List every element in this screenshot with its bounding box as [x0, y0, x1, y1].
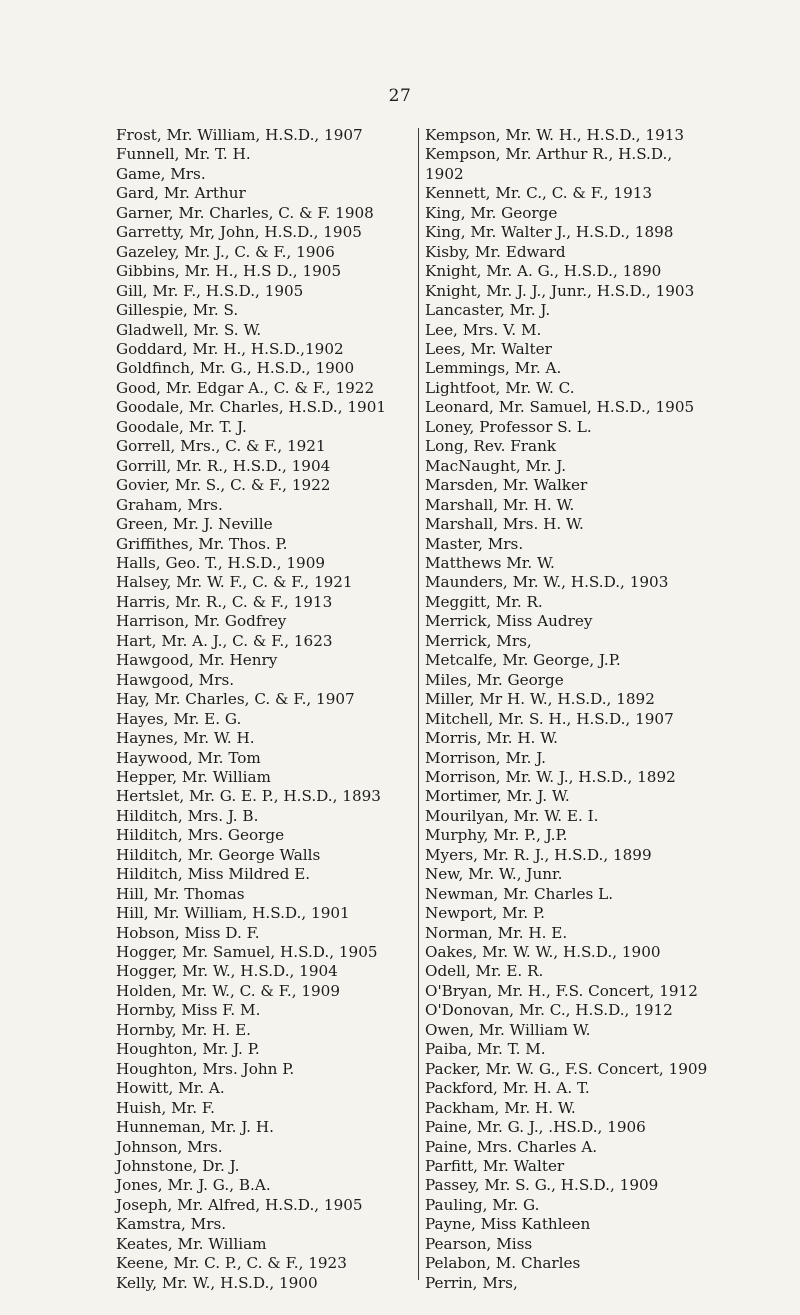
list-entry: Lancaster, Mr. J.: [425, 301, 551, 320]
list-entry: Haynes, Mr. W. H.: [116, 729, 255, 748]
list-entry: Mitchell, Mr. S. H., H.S.D., 1907: [425, 709, 674, 728]
list-entry: Gorrill, Mr. R., H.S.D., 1904: [116, 456, 331, 475]
list-entry: Lightfoot, Mr. W. C.: [425, 378, 575, 397]
list-entry: Morris, Mr. H. W.: [425, 729, 558, 748]
list-entry: Mortimer, Mr. J. W.: [425, 787, 570, 806]
column-divider: [418, 128, 419, 1280]
list-entry: Paine, Mrs. Charles A.: [425, 1137, 598, 1156]
list-entry: Hill, Mr. William, H.S.D., 1901: [116, 904, 350, 923]
list-entry: Paiba, Mr. T. M.: [425, 1040, 546, 1059]
list-entry: Goodale, Mr. Charles, H.S.D., 1901: [116, 398, 387, 417]
list-entry: Hilditch, Miss Mildred E.: [116, 865, 311, 884]
list-entry: Parfitt, Mr. Walter: [425, 1157, 565, 1176]
list-entry: Morrison, Mr. J.: [425, 748, 546, 767]
list-entry: Keates, Mr. William: [116, 1234, 267, 1253]
list-entry: Hawgood, Mr. Henry: [116, 651, 278, 670]
list-entry: Packer, Mr. W. G., F.S. Concert, 1909: [425, 1059, 708, 1078]
list-entry: Gladwell, Mr. S. W.: [116, 320, 262, 339]
list-entry: Houghton, Mr. J. P.: [116, 1040, 260, 1059]
list-entry: Halls, Geo. T., H.S.D., 1909: [116, 553, 326, 572]
list-entry: Joseph, Mr. Alfred, H.S.D., 1905: [116, 1195, 363, 1214]
list-entry: Hilditch, Mrs. J. B.: [116, 806, 259, 825]
list-entry: King, Mr. George: [425, 203, 558, 222]
list-entry: Lees, Mr. Walter: [425, 339, 552, 358]
list-entry: Knight, Mr. J. J., Junr., H.S.D., 1903: [425, 281, 695, 300]
list-entry: O'Bryan, Mr. H., F.S. Concert, 1912: [425, 981, 698, 1000]
list-entry: Pauling, Mr. G.: [425, 1195, 540, 1214]
list-entry: Holden, Mr. W., C. & F., 1909: [116, 981, 341, 1000]
list-entry: Gorrell, Mrs., C. & F., 1921: [116, 437, 326, 456]
list-entry: Maunders, Mr. W., H.S.D., 1903: [425, 573, 669, 592]
list-entry: Kempson, Mr. W. H., H.S.D., 1913: [425, 126, 685, 144]
list-entry: Loney, Professor S. L.: [425, 417, 592, 436]
list-entry: Hogger, Mr. Samuel, H.S.D., 1905: [116, 943, 378, 962]
left-column: [116, 126, 416, 1293]
list-entry: Hunneman, Mr. J. H.: [116, 1118, 274, 1137]
list-entry: Hayes, Mr. E. G.: [116, 709, 242, 728]
list-entry: Miller, Mr H. W., H.S.D., 1892: [425, 690, 655, 709]
list-entry: Kennett, Mr. C., C. & F., 1913: [425, 184, 653, 203]
list-entry: Hornby, Miss F. M.: [116, 1001, 261, 1020]
list-entry: Merrick, Mrs,: [425, 631, 532, 650]
list-entry: Lee, Mrs. V. M.: [425, 320, 542, 339]
list-entry: Funnell, Mr. T. H.: [116, 145, 251, 164]
list-entry: Pearson, Miss: [425, 1234, 533, 1253]
list-entry: Keene, Mr. C. P., C. & F., 1923: [116, 1254, 347, 1273]
list-entry: Matthews Mr. W.: [425, 553, 555, 572]
list-entry: Hertslet, Mr. G. E. P., H.S.D., 1893: [116, 787, 381, 806]
list-entry: Passey, Mr. S. G., H.S.D., 1909: [425, 1176, 659, 1195]
list-entry: Huish, Mr. F.: [116, 1098, 215, 1117]
list-entry: Halsey, Mr. W. F., C. & F., 1921: [116, 573, 353, 592]
list-entry: Payne, Miss Kathleen: [425, 1215, 591, 1234]
list-entry: Good, Mr. Edgar A., C. & F., 1922: [116, 378, 375, 397]
list-entry: Marshall, Mrs. H. W.: [425, 515, 584, 534]
list-entry: Merrick, Miss Audrey: [425, 612, 593, 631]
list-entry: Hilditch, Mrs. George: [116, 826, 285, 845]
list-entry: Odell, Mr. E. R.: [425, 962, 544, 981]
list-entry: Goddard, Mr. H., H.S.D.,1902: [116, 339, 344, 358]
list-entry: Marshall, Mr. H. W.: [425, 495, 575, 514]
list-entry: Morrison, Mr. W. J., H.S.D., 1892: [425, 767, 676, 786]
list-entry: Long, Rev. Frank: [425, 437, 557, 456]
list-entry: Hawgood, Mrs.: [116, 670, 235, 689]
list-entry: Goodale, Mr. T. J.: [116, 417, 247, 436]
list-entry: Newport, Mr. P.: [425, 904, 545, 923]
list-entry: Griffithes, Mr. Thos. P.: [116, 534, 288, 553]
list-entry: Miles, Mr. George: [425, 670, 564, 689]
list-entry: Hobson, Miss D. F.: [116, 923, 260, 942]
list-entry: Master, Mrs.: [425, 534, 524, 553]
list-entry: Kamstra, Mrs.: [116, 1215, 227, 1234]
list-entry: Kempson, Mr. Arthur R., H.S.D.,: [425, 145, 673, 164]
list-entry: Goldfinch, Mr. G., H.S.D., 1900: [116, 359, 355, 378]
list-entry: Hogger, Mr. W., H.S.D., 1904: [116, 962, 338, 981]
list-entry: Kelly, Mr. W., H.S.D., 1900: [116, 1273, 318, 1292]
list-entry: Knight, Mr. A. G., H.S.D., 1890: [425, 262, 662, 281]
list-entry: Oakes, Mr. W. W., H.S.D., 1900: [425, 943, 661, 962]
list-entry: Howitt, Mr. A.: [116, 1079, 225, 1098]
list-entry: Govier, Mr. S., C. & F., 1922: [116, 476, 331, 495]
list-entry: Gillespie, Mr. S.: [116, 301, 239, 320]
list-entry: Metcalfe, Mr. George, J.P.: [425, 651, 621, 670]
list-entry: Game, Mrs.: [116, 164, 206, 183]
list-entry: Green, Mr. J. Neville: [116, 515, 273, 534]
list-entry: Leonard, Mr. Samuel, H.S.D., 1905: [425, 398, 695, 417]
list-entry: Newman, Mr. Charles L.: [425, 884, 614, 903]
list-entry: Hart, Mr. A. J., C. & F., 1623: [116, 631, 333, 650]
list-entry: Lemmings, Mr. A.: [425, 359, 562, 378]
list-entry: Houghton, Mrs. John P.: [116, 1059, 295, 1078]
list-entry: Murphy, Mr. P., J.P.: [425, 826, 568, 845]
list-entry: Harris, Mr. R., C. & F., 1913: [116, 592, 333, 611]
list-entry: Meggitt, Mr. R.: [425, 592, 543, 611]
list-entry: Marsden, Mr. Walker: [425, 476, 588, 495]
list-entry: Gill, Mr. F., H.S.D., 1905: [116, 281, 304, 300]
list-entry: Garner, Mr. Charles, C. & F. 1908: [116, 203, 374, 222]
list-entry: Graham, Mrs.: [116, 495, 223, 514]
page-number: 27: [388, 86, 412, 106]
list-entry: Gard, Mr. Arthur: [116, 184, 246, 203]
list-entry: Mourilyan, Mr. W. E. I.: [425, 806, 599, 825]
list-entry: Paine, Mr. G. J., .HS.D., 1906: [425, 1118, 646, 1137]
list-entry: Pelabon, M. Charles: [425, 1254, 581, 1273]
list-entry: Hill, Mr. Thomas: [116, 884, 245, 903]
list-entry: Jones, Mr. J. G., B.A.: [116, 1176, 271, 1195]
list-entry: Harrison, Mr. Godfrey: [116, 612, 287, 631]
list-entry: Packford, Mr. H. A. T.: [425, 1079, 590, 1098]
list-entry: Perrin, Mrs,: [425, 1273, 518, 1292]
list-entry: Myers, Mr. R. J., H.S.D., 1899: [425, 845, 652, 864]
list-entry: Norman, Mr. H. E.: [425, 923, 568, 942]
list-entry: Haywood, Mr. Tom: [116, 748, 261, 767]
list-entry: Kisby, Mr. Edward: [425, 242, 566, 261]
list-entry: Owen, Mr. William W.: [425, 1020, 591, 1039]
right-column: [425, 126, 800, 1293]
list-entry: Hay, Mr. Charles, C. & F., 1907: [116, 690, 355, 709]
list-entry: New, Mr. W., Junr.: [425, 865, 563, 884]
list-entry: 1902: [425, 164, 464, 183]
list-entry: King, Mr. Walter J., H.S.D., 1898: [425, 223, 674, 242]
list-entry: O'Donovan, Mr. C., H.S.D., 1912: [425, 1001, 673, 1020]
list-entry: Hornby, Mr. H. E.: [116, 1020, 251, 1039]
list-entry: Hilditch, Mr. George Walls: [116, 845, 321, 864]
list-entry: MacNaught, Mr. J.: [425, 456, 567, 475]
list-entry: Johnson, Mrs.: [116, 1137, 223, 1156]
list-entry: Garretty, Mr, John, H.S.D., 1905: [116, 223, 362, 242]
list-entry: Gazeley, Mr. J., C. & F., 1906: [116, 242, 335, 261]
list-entry: Johnstone, Dr. J.: [116, 1157, 240, 1176]
list-entry: Hepper, Mr. William: [116, 767, 271, 786]
list-entry: Packham, Mr. H. W.: [425, 1098, 576, 1117]
list-entry: Frost, Mr. William, H.S.D., 1907: [116, 126, 363, 144]
list-entry: Gibbins, Mr. H., H.S D., 1905: [116, 262, 342, 281]
